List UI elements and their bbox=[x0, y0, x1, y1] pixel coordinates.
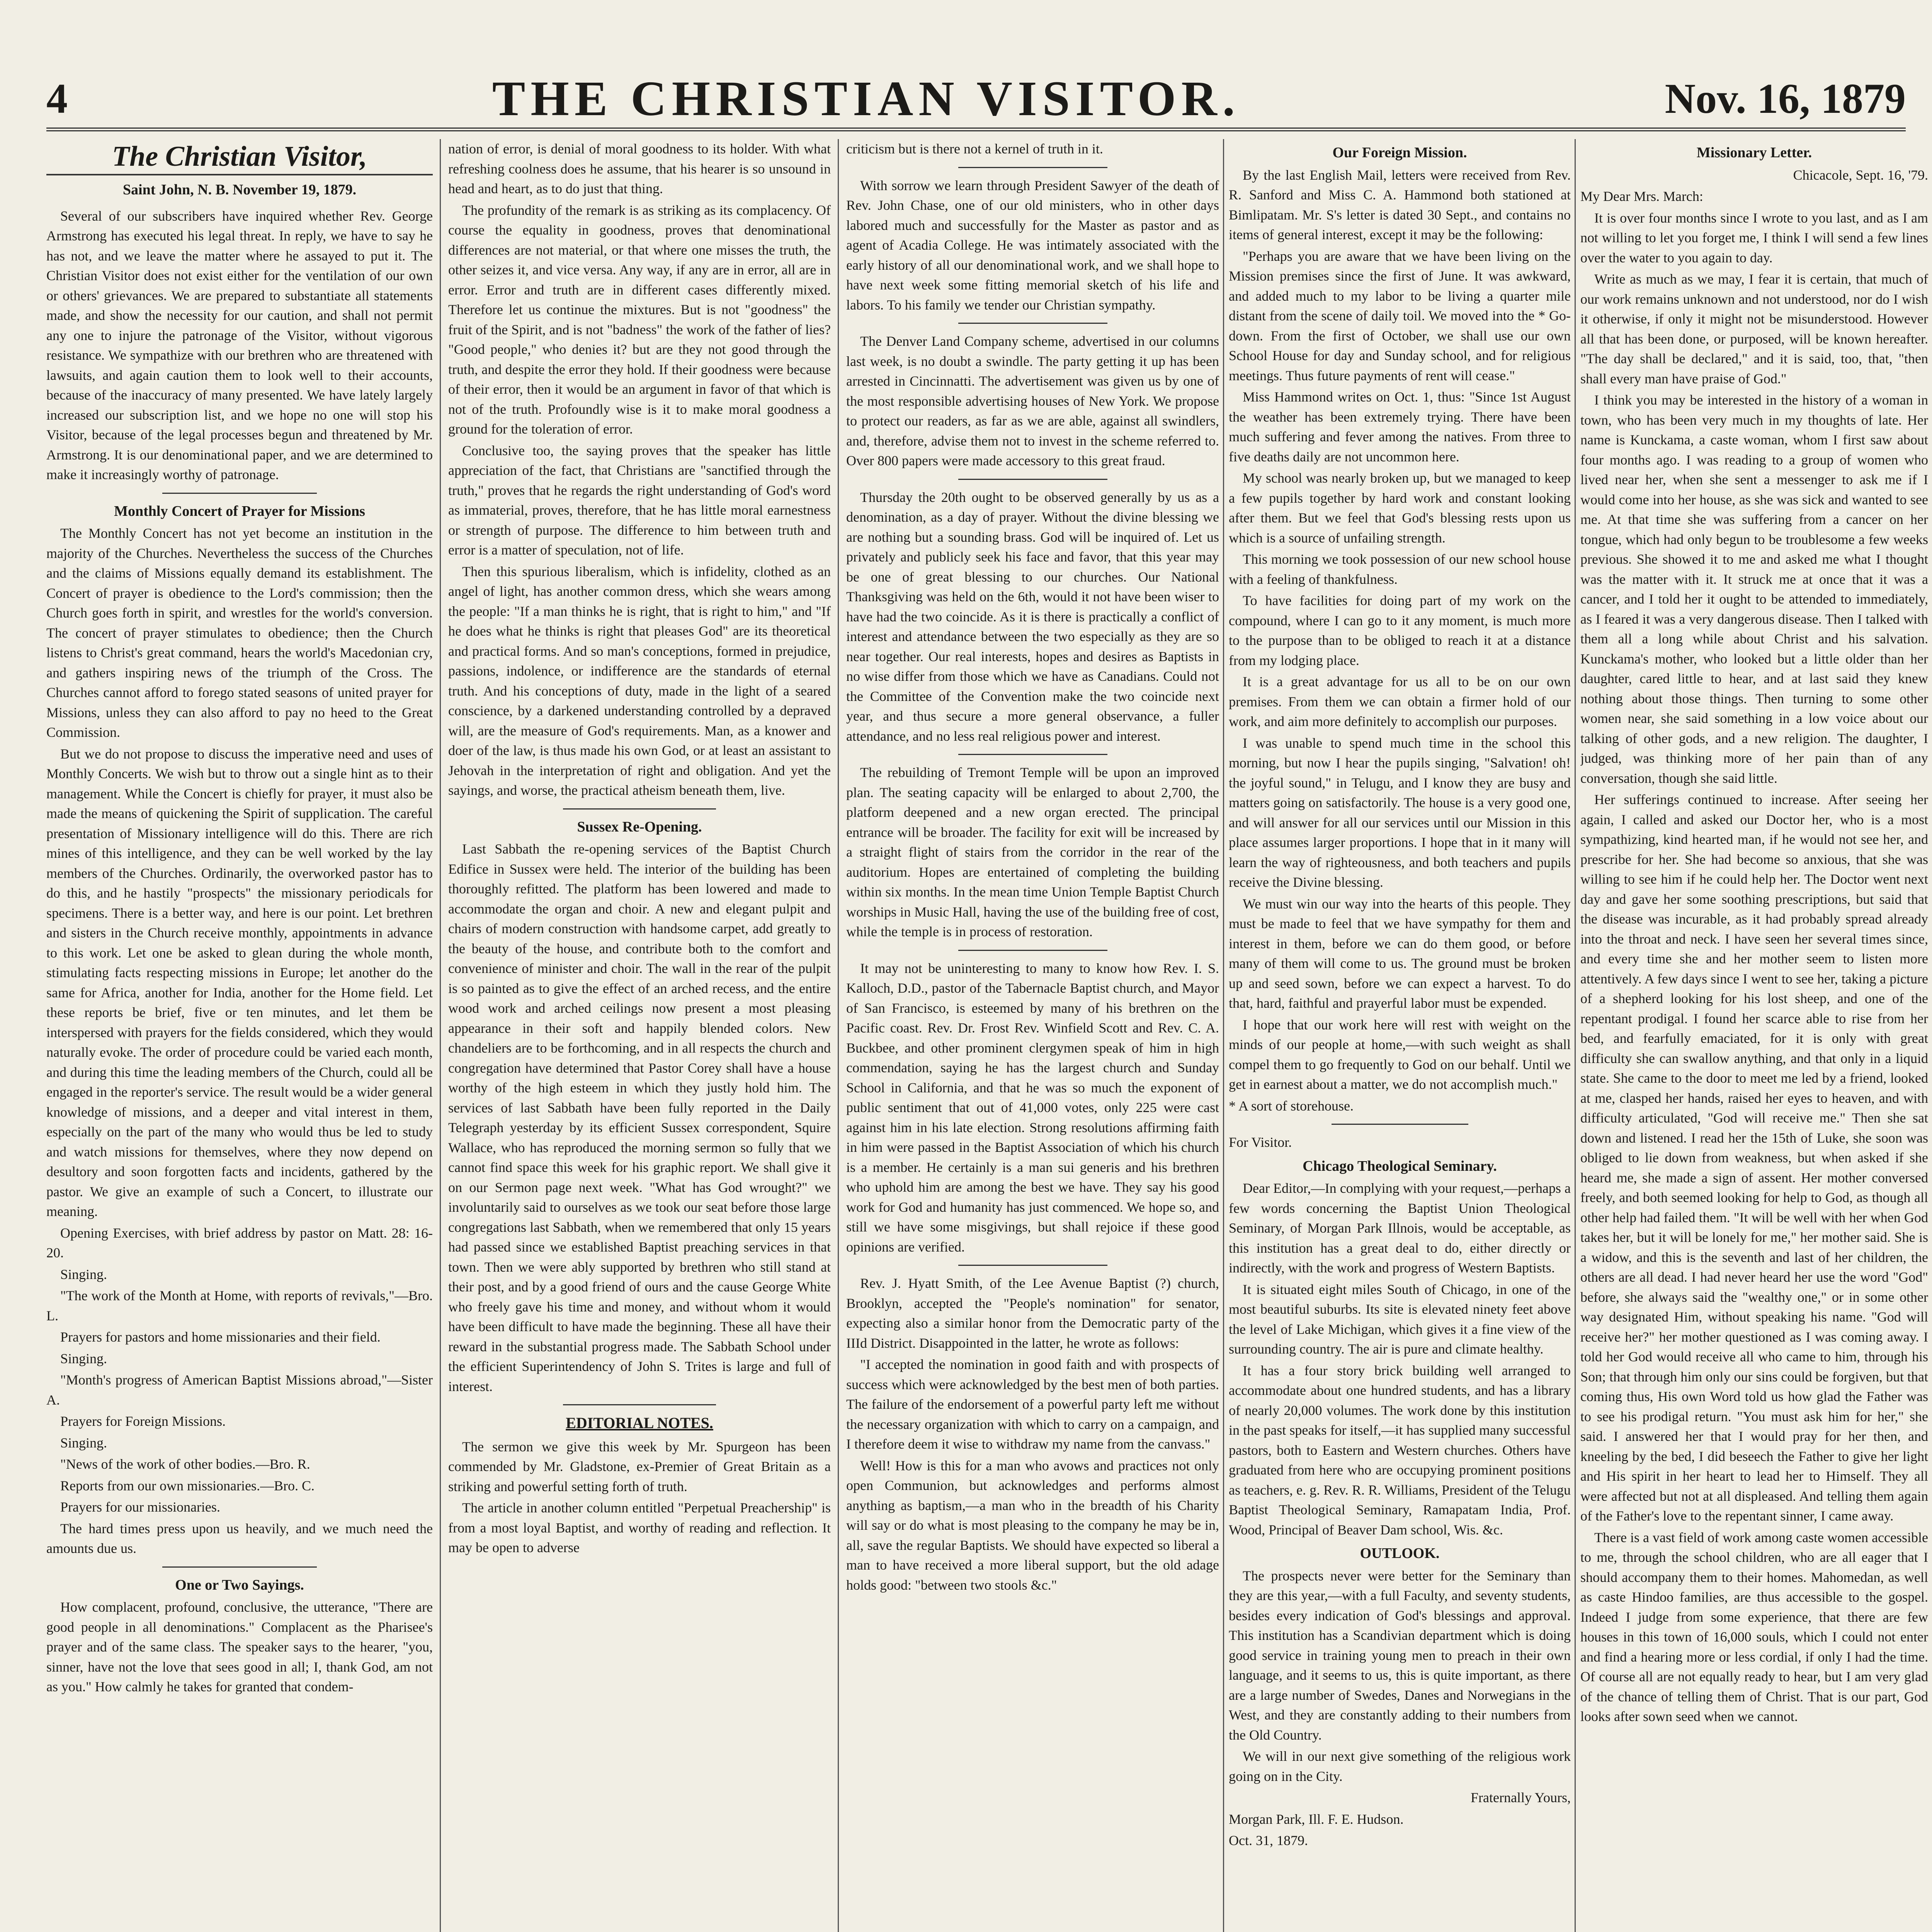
article-paragraph: It is situated eight miles South of Chicago, in one of the most beautiful suburbs. Its site is elevated ninety feet above the level of Lake Michigan, which gives it a fine view of the surrounding country. The air is pure and climate healthy. bbox=[1229, 1281, 1571, 1357]
article-divider bbox=[162, 493, 317, 494]
article-paragraph: My school was nearly broken up, but we managed to keep a few pupils together by hard work and constant looking after them. But we feel that God's blessing rests upon us which is a source of unfailing strength. bbox=[1229, 470, 1571, 546]
column-4 bbox=[1229, 139, 1571, 1932]
article-paragraph: Thursday the 20th ought to be observed generally by us as a denomination, as a day of prayer. Without the divine blessing we are nothing but a sounding brass. God will be inquired of. Let us privately and publicly seek his face and favor, that this year may be one of great blessing to our churches. Our National Thanksgiving was held on the 6th, would it not have been wiser to have had the two coincide. As it is there is practically a conflict of interest and attendance between the two especially as they are so near together. Our real interests, hopes and desires as Baptists in no wise differ from those which we have as Canadians. Could not the Committee of the Convention make the two coincide next year, and thus secure a more general observance, a fuller attendance, and no less real religious power and interest. bbox=[846, 489, 1219, 744]
article-heading: One or Two Sayings. bbox=[175, 1577, 304, 1593]
article-paragraph: The prospects never were better for the Seminary than they are this year,—with a full Faculty, and seventy students, besides every indication of God's blessings and approval. This institution has a Scandivian department which is doing good service in training young men to preach in their own language, and it seems to us, this is quite important, as there are a large number of Swedes, Danes and Norwegians in the West, and they are constantly adding to their numbers from the Old Country. bbox=[1229, 1568, 1571, 1743]
letter-salutation: My Dear Mrs. March: bbox=[1580, 189, 1703, 204]
article-paragraph: I was unable to spend much time in the school this morning, but now I hear the pupils singing, "Salvation! oh! the joyful sound," in Telugu, and I know they are busy and matters going on satisfactorily. The house is a very good one, and will answer for all our services until our Mission in this place assumes larger proportions. I hope that in it many will learn the way of righteousness, and both teachers and pupils receive the Divine blessing. bbox=[1229, 735, 1571, 890]
column-5 bbox=[1580, 139, 1928, 1932]
column-rule bbox=[1575, 139, 1576, 1932]
article-paragraph: There is a vast field of work among caste women accessible to me, through the school children, who are all eager that I should accompany them to their homes. Mahomedan, as well as caste Hindoo families, are thus accessible to the gospel. Indeed I judge from some experience, that there are few houses in this town of 16,000 souls, which I could not enter and find a hearing more or less cordial, if only I had the time. Of course all are not equally ready to hear, but I am very glad of the chance of telling them of Christ. That is our part, God looks after sown seed when we cannot. bbox=[1580, 1529, 1928, 1724]
article-divider bbox=[1332, 1124, 1468, 1125]
article-paragraph: Miss Hammond writes on Oct. 1, thus: "Since 1st August the weather has been extremely trying. There have been much suffering and fever among the natives. From three to five deaths daily are not uncommon here. bbox=[1229, 389, 1571, 464]
article-paragraph: It may not be uninteresting to many to know how Rev. I. S. Kalloch, D.D., pastor of the Tabernacle Baptist church, and Mayor of San Francisco, is esteemed by many of his brethren on the Pacific coast. Rev. Dr. Frost Rev. Winfield Scott and Rev. C. A. Buckbee, and other prominent clergymen speak of him in high commendation, saying he has the largest church and Sunday School in California, and that he was so much the exponent of public sentiment that out of 41,000 votes, only 225 were cast against him in his late election. Strong resolutions affirming faith in him were passed in the Baptist Association of which his church is a member. He certainly is a man sui generis and his brethren who uphold him are among the best we have. They say his good work for God and humanity has just commenced. We hope so, and still we have some misgivings, but shall rejoice if these good opinions are verified. bbox=[846, 960, 1219, 1255]
letter-dateline: Chicacole, Sept. 16, '79. bbox=[1793, 167, 1928, 183]
article-paragraph: It has a four story brick building well arranged to accommodate about one hundred students, and has a library of nearly 20,000 volumes. The work done by this institution in the past speaks for itself,—it has supplied many successful pastors, both to Eastern and Western churches. Others have graduated from here who are occupying prominent positions as teachers, e. g. Rev. R. R. Williams, President of the Telugu Baptist Theological Seminary, Ramapatam India, Prof. Wood, Principal of Beaver Dam school, Wis. &c. bbox=[1229, 1362, 1571, 1537]
article-paragraph: nation of error, is denial of moral goodness to its holder. With what refreshing coolness does he assume, that his hearer is so unsound in head and heart, as to do just that thing. bbox=[448, 141, 831, 196]
column-rule bbox=[838, 139, 839, 1932]
quoted-letter: "I accepted the nomination in good faith and with prospects of success which were acknowledged by the best men of both parties. The failure of the endorsement of a powerful party left me without the necessary organization with which to carry on a campaign, and I therefore deem it wise to withdraw my name from the canvass." bbox=[846, 1357, 1219, 1452]
page-header bbox=[46, 70, 1906, 131]
article-paragraph: We will in our next give something of the religious work going on in the City. bbox=[1229, 1748, 1571, 1784]
article-paragraph: I think you may be interested in the history of a woman in town, who has been very much in my thoughts of late. Her name is Kunckama, a caste woman, whom I first saw about four months ago. I was reading to a group of women who lived near her, when she sent a messenger to ask me if I would come into her house, as she was sick and wanted to see me. At that time she was suffering from a cancer on her tongue, which had only begun to be troublesome a few weeks previous. She showed it to me and asked me what I thought was the matter with it. It struck me at once that it was a cancer, and I told her it ought to be attended to immediately, as I feared it was a very dangerous disease. Then I talked with them all a long while about Christ and his salvation. Kunckama's mother, who looked but a little older than her daughter, cared little to hear, and at last said they knew nothing about those things. Then turning to some other women near, she said something in a low voice about our talking of other gods, and a new religion. The daughter, I judged, was thinking more of her pain than of any conversation, though she said little. bbox=[1580, 392, 1928, 786]
article-paragraph: Last Sabbath the re-opening services of the Baptist Church Edifice in Sussex were held. The interior of the building has been thoroughly refitted. The platform has been lowered and made to accommodate the organ and choir. A new and elegant pulpit and chairs of modern construction with handsome carpet, add greatly to the beauty of the house, and contribute both to the comfort and convenience of minister and choir. The wall in the rear of the pulpit is so painted as to give the effect of an arched recess, and the entire wood work and arched ceilings now present a most pleasing appearance in their soft and happily blended colors. New chandeliers are to be forthcoming, and in all respects the church and congregation have determined that Pastor Corey shall have a house worthy of the high esteem in which they justly hold him. The services of last Sabbath have been fully reported in the Daily Telegraph yesterday by its efficient Sussex correspondent, Squire Wallace, who has reproduced the morning sermon so fully that we cannot find space this week for his graphic report. We shall give it on our Sermon page next week. "What has God wrought?" we involuntarily said to ourselves as we took our seat before those large congregations last Sabbath, when we remembered that only 15 years had passed since we established Baptist preaching services in that town. Then we were ably supported by brethren who still stand at their post, and by a good friend of ours and the cause George White who freely gave his time and money, and without whom it would have been difficult to have made the beginning. These all have their reward in the substantial progress made. The Sabbath School under the efficient Superintendency of John S. Trites is large and full of interest. bbox=[448, 841, 831, 1394]
signature-line: Fraternally Yours, bbox=[1471, 1790, 1571, 1805]
article-paragraph: The sermon we give this week by Mr. Spurgeon has been commended by Mr. Gladstone, ex-Premier of Great Britain as a striking and powerful setting forth of truth. bbox=[448, 1439, 831, 1494]
column-1 bbox=[46, 139, 433, 1932]
article-paragraph: It is over four months since I wrote to you last, and as I am not willing to let you forget me, I think I will send a few lines over the water to you again to day. bbox=[1580, 210, 1928, 265]
article-paragraph: How complacent, profound, conclusive, the utterance, "There are good people in all denominations." Complacent as the Pharisee's prayer and of the same class. The speaker says to the hearer, "you, sinner, have not the love that sees good in all; I, thank God, am not as you." How calmly he takes for granted that condem- bbox=[46, 1599, 433, 1694]
program-item: Prayers for our missionaries. bbox=[60, 1499, 220, 1515]
article-paragraph: I hope that our work here will rest with weight on the minds of our people at home,—with such weight as shall compel them to go frequently to God on our behalf. Until we get in earnest about a matter, we do not accomplish much." bbox=[1229, 1017, 1571, 1092]
article-paragraph: The rebuilding of Tremont Temple will be upon an improved plan. The seating capacity will be enlarged to about 2,700, the platform deepened and a new organ erected. The principal entrance will be broader. The facility for exit will be increased by a straight flight of stairs from the corridor in the rear of the auditorium. Hopes are entertained of completing the building within six months. In the mean time Union Temple Baptist Church worships in Music Hall, having the use of the building free of cost, while the temple is in process of restoration. bbox=[846, 765, 1219, 939]
article-divider bbox=[958, 1265, 1107, 1266]
program-item: "News of the work of other bodies.—Bro. R. bbox=[60, 1456, 310, 1472]
signature-line: Morgan Park, Ill. F. E. Hudson. bbox=[1229, 1811, 1404, 1827]
article-paragraph: To have facilities for doing part of my work on the compound, where I can go to it any moment, is much more to the purpose than to be obliged to reach it at a distance from my lodging place. bbox=[1229, 593, 1571, 668]
paper-name: THE CHRISTIAN VISITOR. bbox=[492, 71, 1240, 126]
article-paragraph: Rev. J. Hyatt Smith, of the Lee Avenue Baptist (?) church, Brooklyn, accepted the "People's nomination" for senator, expecting also a similar honor from the Democratic party of the IIId District. Disappointed in the latter, he wrote as follows: bbox=[846, 1276, 1219, 1351]
column-2 bbox=[448, 139, 831, 1932]
article-paragraph: criticism but is there not a kernel of truth in it. bbox=[846, 141, 1103, 156]
program-item: "The work of the Month at Home, with reports of revivals,"—Bro. L. bbox=[46, 1288, 433, 1323]
article-paragraph: But we do not propose to discuss the imperative need and uses of Monthly Concerts. We wish but to throw out a single hint as to their management. While the Concert is chiefly for prayer, it must also be made the means of quickening the Spirit of supplication. The careful presentation of Missionary intelligence will do this. There are rich mines of this intelligence, and they can be well worked by the lay members of the Churches. Ordinarily, the overworked pastor has to do this, and he hastily "prospects" the missionary periodicals for specimens. There is a better way, and here is our point. Let brethren and sisters in the Church receive monthly, appointments in advance to this work. Let one be asked to glean during the whole month, stimulating facts respecting missions in Europe; let another do the same for Africa, another for India, another for the Home field. Let these reports be brief, five or ten minutes, and let them be interspersed with prayers for the fields considered, which they would naturally evoke. The order of procedure could be varied each month, and during this time the leading members of the Church, could all be engaged in the reporter's service. The result would be a wider general knowledge of missions, and a deeper and vital interest in them, especially on the part of the many who would thus be led to study and watch missions for themselves, where they now depend on desultory and soon forgotten facts and incidents, gathered by the pastor. We give an example of such a Concert, to illustrate our meaning. bbox=[46, 746, 433, 1219]
section-masthead: The Christian Visitor, bbox=[46, 139, 433, 175]
article-divider bbox=[563, 808, 716, 810]
footnote: * A sort of storehouse. bbox=[1229, 1098, 1354, 1114]
article-heading: Chicago Theological Seminary. bbox=[1303, 1158, 1497, 1174]
program-item: "Month's progress of American Baptist Missions abroad,"—Sister A. bbox=[46, 1372, 433, 1408]
program-item: Prayers for Foreign Missions. bbox=[60, 1413, 226, 1429]
program-item: Reports from our own missionaries.—Bro. C. bbox=[60, 1478, 315, 1493]
article-paragraph: By the last English Mail, letters were received from Rev. R. Sanford and Miss C. A. Hammond both stationed at Bimlipatam. Mr. S's letter is dated 30 Sept., and contains no items of general interest, except it may be the following: bbox=[1229, 167, 1571, 242]
section-heading: EDITORIAL NOTES. bbox=[566, 1414, 713, 1432]
program-item: Opening Exercises, with brief address by pastor on Matt. 28: 16-20. bbox=[46, 1225, 433, 1260]
article-paragraph: Then this spurious liberalism, which is infidelity, clothed as an angel of light, has another common dress, which she wears among the people: "If a man thinks he is right, that is right to him," and "If he does what he thinks is right that pleases God" are its theoretical and practical forms. And so man's conceptions, formed in prejudice, passions, indolence, or indifference are the standards of eternal truth. And his conceptions of duty, made in the light of a seared conscience, by a darkened understanding controlled by a depraved will, are the measure of God's requirements. Man, as a knower and doer of the law, is thus made his own God, or at least an assistant to Jehovah in the interpretation of right and obligation. And yet the sayings, and worse, the practical atheism beneath them, live. bbox=[448, 563, 831, 798]
article-divider bbox=[958, 754, 1107, 755]
article-paragraph: The article in another column entitled "Perpetual Preachership" is from a most loyal Baptist, and worthy of reading and reflection. It may be open to adverse bbox=[448, 1500, 831, 1555]
article-paragraph: We must win our way into the hearts of this people. They must be made to feel that we have sympathy for them and interest in them, before we can do them good, or before many of them will come to us. The ground must be broken up and seed sown, before we can expect a harvest. To do that, hard, faithful and prayerful labor must be expended. bbox=[1229, 896, 1571, 1011]
article-divider bbox=[958, 323, 1107, 324]
article-paragraph: Several of our subscribers have inquired whether Rev. George Armstrong has executed his legal threat. In reply, we have to say he has not, and we leave the matter where he assayed to put it. The Christian Visitor does not exist either for the ventilation of our own or others' grievances. We are prepared to substantiate all statements made, and show the necessity for our caution, and shall not permit any one to injure the patronage of the Visitor, without vigorous resistance. We sympathize with our brethren who are threatened with lawsuits, and again caution them to look well to their accounts, because of the inaccuracy of many presented. We have lately largely increased our subscription list, and we hope no one will stop his Visitor, because of the legal processes begun and threatened by Mr. Armstrong. It is our denominational paper, and we are determined to make it increasingly worthy of patronage. bbox=[46, 208, 433, 482]
article-paragraph: Well! How is this for a man who avows and practices not only open Communion, but acknowledges and performs almost anything as baptism,—a man who in the breadth of his Charity will say or do what is most pleasing to the company he may be in, all, save the regular Baptists. We should have expected so liberal a man to have received a more liberal support, but the old adage holds good: "between two stools &c." bbox=[846, 1458, 1219, 1593]
article-heading: Missionary Letter. bbox=[1696, 145, 1812, 161]
article-divider bbox=[563, 1404, 716, 1405]
program-item: Prayers for pastors and home missionaries and their field. bbox=[60, 1329, 381, 1345]
article-divider bbox=[958, 950, 1107, 951]
subheading: OUTLOOK. bbox=[1360, 1545, 1440, 1561]
article-paragraph: Her sufferings continued to increase. After seeing her again, I called and asked our Doctor her, who is a most sympathizing, kind hearted man, if he would not see her, and prescribe for her. She had become so anxious, that she was willing to see him if he could help her. The Doctor went next day and gave her some soothing prescriptions, but said that the disease was incurable, as it had probably spread already into the throat and neck. I have seen her several times since, and every time she and her mother seem to listen more attentively. A few days since I went to see her, taking a picture of a shepherd looking for his lost sheep, and one of the repentant prodigal. I found her scarce able to rise from her bed, and fearfully emaciated, for it is only with great difficulty she can swallow anything, and that only in a liquid state. She came to the door to meet me led by a friend, looked at me, clasped her hands, raised her eyes to heaven, and with difficulty articulated, "God will receive me." Then she sat down and listened. I read her the 15th of Luke, she soon was obliged to lie down from weakness, but when asked if she heard me, she made a sign of assent. Her mother conversed freely, and both seemed looking for help to God, as though all other help had failed them. "It will be well with her when God takes her, but it will be lonely for me," her mother said. She is a widow, and this is the seventh and last of her children, the others are all dead. I had never heard her use the word "God" before, she always said the "wealthy one," or in some other way designated Him, without speaking his name. "God will receive her?" her mother questioned as I was coming away. I told her God would receive all who came to him, through his Son; that through him only our sins could be forgiven, but that coming thus, His own Word told us how glad the Father was to see his prodigal return. "You must ask him for her," she said. I answered her that I would pray for her then, and kneeling by the bed, I did beseech the Father to give her light and His spirit in her heart to lead her to Himself. They all were affected but not at all displeased. And telling them again of the Father's love to the repentant sinner, I came away. bbox=[1580, 792, 1928, 1524]
article-paragraph: The hard times press upon us heavily, and we much need the amounts due us. bbox=[46, 1520, 433, 1556]
byline-label: For Visitor. bbox=[1229, 1134, 1292, 1150]
article-heading: Our Foreign Mission. bbox=[1332, 145, 1467, 161]
article-paragraph: "Perhaps you are aware that we have been living on the Mission premises since the first of June. It was awkward, and added much to my labor to be living a quarter mile distant from the scene of daily toil. We moved into the * Go-down. From the first of October, we shall use our own School House for day and Sunday school, and for religious meetings. Thus future payments of rent will cease." bbox=[1229, 248, 1571, 383]
article-paragraph: With sorrow we learn through President Sawyer of the death of Rev. John Chase, one of our old ministers, who in other days labored much and successfully for the Master as pastor and as agent of Acadia College. He was intimately associated with the early history of all our denominational work, and we shall hope to have next week some fitting memorial sketch of his life and labors. To his family we tender our Christian sympathy. bbox=[846, 177, 1219, 313]
signature-date: Oct. 31, 1879. bbox=[1229, 1833, 1308, 1848]
article-paragraph: Write as much as we may, I fear it is certain, that much of our work remains unknown and not understood, nor do I wish it otherwise, if only it might not be misunderstood. However all that has been done, or purposed, will be known hereafter. "The day shall be declared," and it is said, too, that, "then shall every man have praise of God." bbox=[1580, 271, 1928, 386]
program-item: Singing. bbox=[60, 1350, 107, 1366]
dateline: Saint John, N. B. November 19, 1879. bbox=[122, 182, 357, 198]
article-paragraph: The profundity of the remark is as striking as its complacency. Of course the equality in goodness, proves that denominational differences are not material, or that where one misses the truth, the other seizes it, and vice versa. Any way, if any are in error, all are in error. Error and truth are in different cases differently mixed. Therefore let us continue the mixtures. But is not "goodness" the fruit of the Spirit, and is not "badness" the work of the father of lies? "Good people," who denies it? but are they not good through the truth, and despite the error they hold. If their goodness were because of their error, then it would be an argument in favor of that which is not of the truth. Profoundly wise is it to make moral goodness a ground for the toleration of error. bbox=[448, 202, 831, 437]
article-paragraph: This morning we took possession of our new school house with a feeling of thankfulness. bbox=[1229, 551, 1571, 587]
column-rule bbox=[440, 139, 441, 1932]
article-paragraph: Conclusive too, the saying proves that the speaker has little appreciation of the fact, that Christians are "sanctified through the truth," proves that he regards the right understanding of God's word as immaterial, proves, therefore, that he has little moral earnestness or strength of purpose. The difference to him between truth and error is a matter of speculation, not of life. bbox=[448, 442, 831, 558]
article-paragraph: It is a great advantage for us all to be on our own premises. From them we can obtain a firmer hold of our work, and aim more definitely to accomplish our purposes. bbox=[1229, 674, 1571, 729]
program-item: Singing. bbox=[60, 1435, 107, 1451]
issue-date: Nov. 16, 1879 bbox=[1665, 75, 1906, 122]
article-heading: Sussex Re-Opening. bbox=[577, 818, 702, 835]
column-rule bbox=[1223, 139, 1224, 1932]
article-divider bbox=[958, 479, 1107, 480]
article-divider bbox=[958, 167, 1107, 168]
page-number: 4 bbox=[46, 75, 68, 122]
article-divider bbox=[162, 1566, 317, 1568]
article-paragraph: The Monthly Concert has not yet become an institution in the majority of the Churches. Nevertheless the success of the Churches and the claims of Missions equally demand its establishment. The Concert of prayer is obedience to the Lord's commission; then the Church goes forth in spirit, and wrestles for the world's conversion. The concert of prayer stimulates to obedience; then the Church listens to Christ's great command, hears the world's Macedonian cry, and gathers inspiring news of the triumph of the Cross. The Churches cannot afford to forego stated seasons of united prayer for Missions, unless they can also afford to pay no heed to the Great Commission. bbox=[46, 526, 433, 740]
article-paragraph: The Denver Land Company scheme, advertised in our columns last week, is no doubt a swindle. The party getting it up has been arrested in Cincinnatti. The advertisement was given us by one of the most responsible advertising houses of New York. We propose to protect our readers, as far as we are able, against all swindlers, and, therefore, advise them not to invest in the scheme referred to. Over 800 papers were made accessory to this great fraud. bbox=[846, 333, 1219, 468]
column-3 bbox=[846, 139, 1219, 1932]
article-paragraph: Dear Editor,—In complying with your request,—perhaps a few words concerning the Baptist Union Theological Seminary, of Morgan Park Illnois, would be acceptable, as this institution has a great deal to do, either directly or indirectly, with the work and progress of Western Baptists. bbox=[1229, 1180, 1571, 1276]
article-heading: Monthly Concert of Prayer for Missions bbox=[114, 503, 365, 519]
program-item: Singing. bbox=[60, 1266, 107, 1282]
